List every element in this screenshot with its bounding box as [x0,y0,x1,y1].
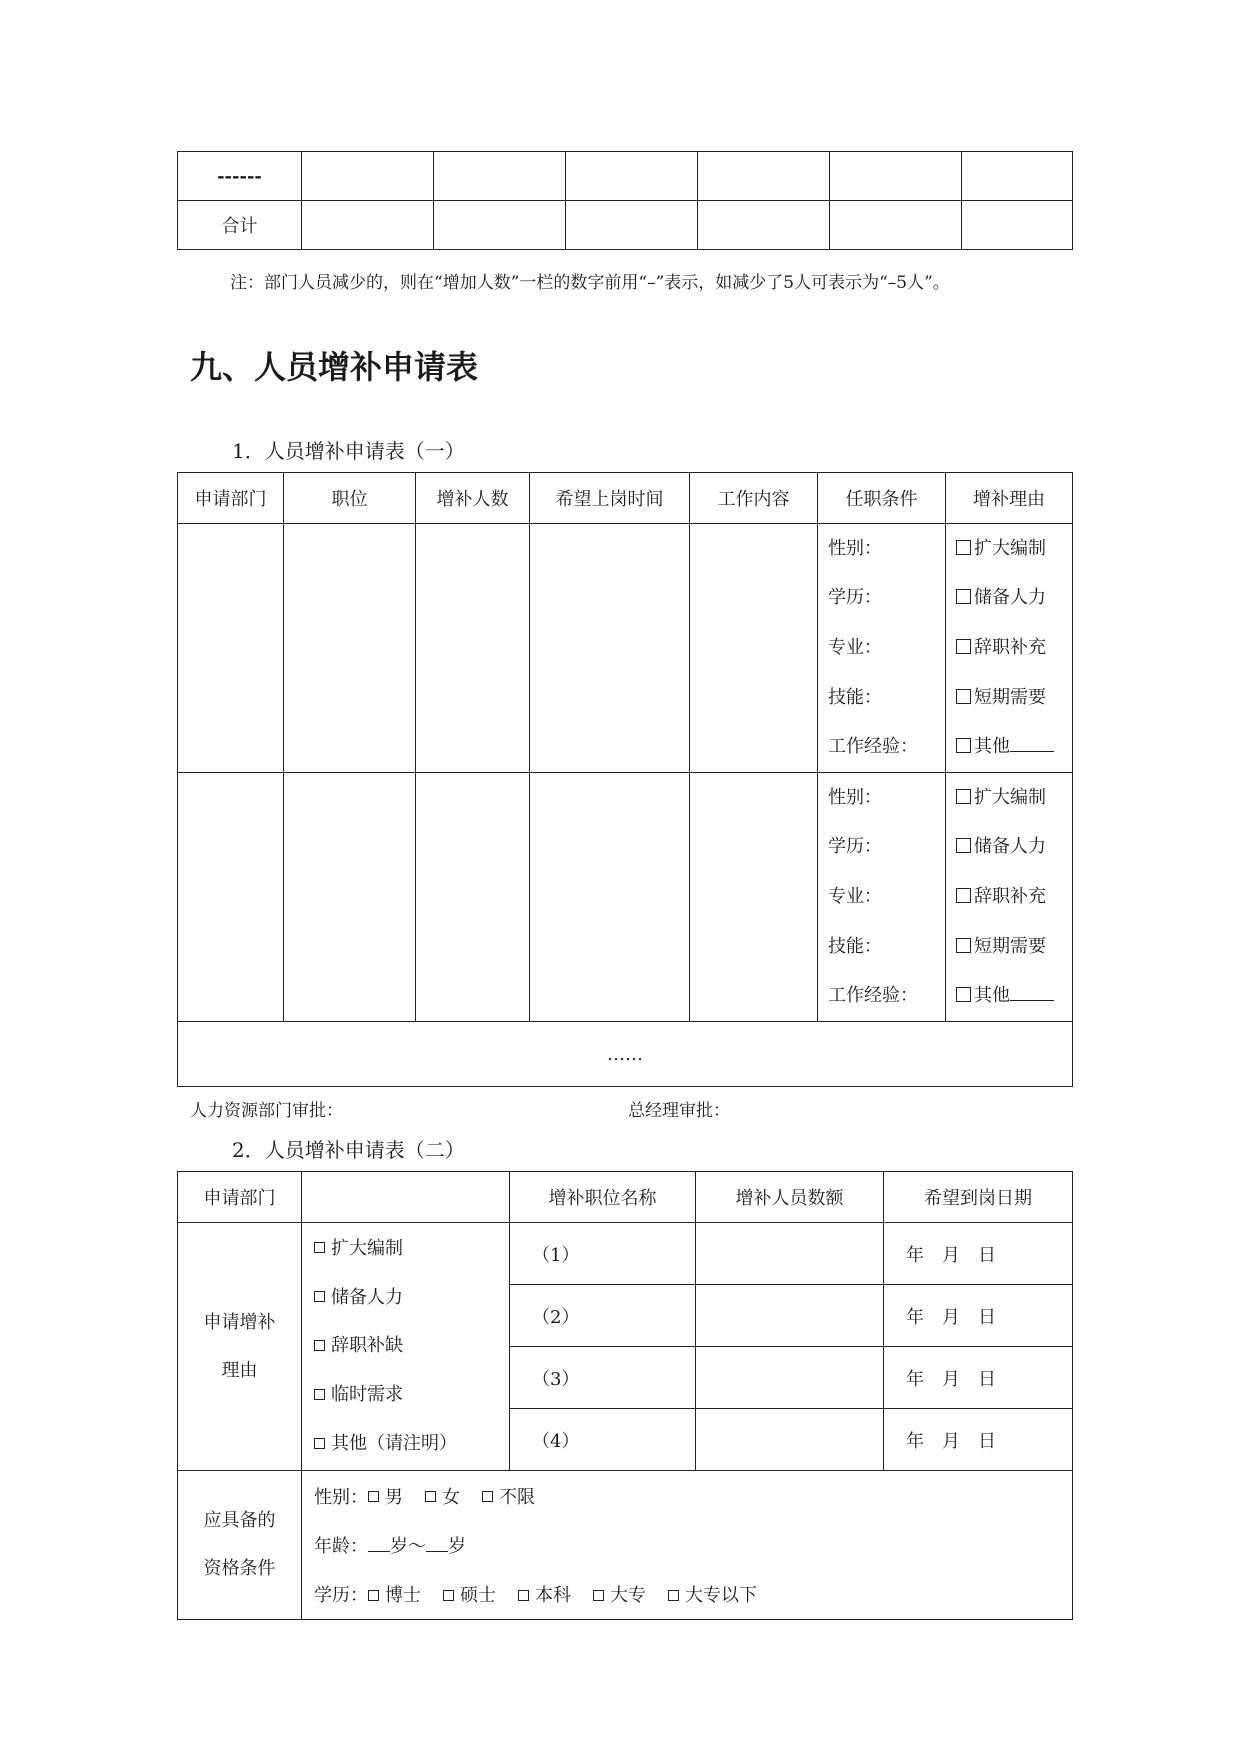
checkbox-icon[interactable] [518,1590,529,1601]
reason-option[interactable]: 扩大编制 [314,1237,497,1261]
count-cell[interactable] [416,524,530,773]
blank-line[interactable] [1010,984,1054,1001]
table-row [178,152,1073,201]
form2-title: 2．人员增补申请表（二） [232,1138,465,1162]
header-cell: 希望上岗时间 [530,473,690,524]
staff-request-form-1 [177,472,1073,1087]
reasons-cell [946,773,1073,1022]
header-cell: 职位 [284,473,416,524]
reason-option[interactable]: 储备人力 [956,586,1062,610]
conditions-cell[interactable] [818,773,946,1022]
checkbox-icon[interactable] [314,1242,325,1253]
continuation-table [177,151,1073,250]
table-row [178,1223,1073,1285]
blank-line[interactable] [368,1535,390,1552]
blank-line[interactable] [1010,735,1054,752]
count-input-cell[interactable] [696,1347,884,1409]
checkbox-icon[interactable] [956,540,971,555]
date-cell[interactable]: 年 月 日 [884,1347,1073,1409]
checkbox-icon[interactable] [314,1389,325,1400]
header-cell: 增补理由 [946,473,1073,524]
condition-label: 工作经验： [828,985,918,1007]
reasons-cell [302,1223,510,1471]
form1-title: 1．人员增补申请表（一） [232,439,465,463]
condition-label: 性别： [828,786,882,808]
checkbox-icon[interactable] [956,789,971,804]
section-heading: 九、人员增补申请表 [190,348,479,386]
condition-label: 学历： [828,587,882,609]
checkbox-icon[interactable] [956,987,971,1002]
condition-label: 学历： [828,836,882,858]
header-cell: 申请部门 [178,1172,302,1223]
checkbox-icon[interactable] [314,1438,325,1449]
condition-label: 性别： [828,537,882,559]
condition-label: 工作经验： [828,736,918,758]
conditions-cell[interactable] [818,524,946,773]
table-row [178,773,1073,1022]
checkbox-icon[interactable] [956,938,971,953]
reason-option[interactable]: 短期需要 [956,686,1062,710]
table-header-row [178,473,1073,524]
condition-label: 技能： [828,935,882,957]
qualification-cell [302,1471,1073,1620]
condition-label: 技能： [828,686,882,708]
header-cell: 工作内容 [690,473,818,524]
checkbox-icon[interactable] [482,1491,493,1502]
count-input-cell[interactable] [696,1409,884,1471]
education-line: 学历： 博士 硕士 本科 大专 大专以下 [314,1585,757,1607]
header-cell: 增补职位名称 [510,1172,696,1223]
row-label: 合计 [178,201,302,250]
start-time-cell[interactable] [530,773,690,1022]
header-cell: 申请部门 [178,473,284,524]
hr-approval-label: 人力资源部门审批： [190,1101,343,1121]
reason-option[interactable]: 其他 [956,735,1062,759]
staff-request-form-2 [177,1171,1073,1620]
ellipsis-row: …… [178,1022,1073,1087]
reason-option[interactable]: 储备人力 [956,835,1062,859]
reason-option[interactable]: 扩大编制 [956,786,1062,810]
header-cell: 任职条件 [818,473,946,524]
count-cell[interactable] [416,773,530,1022]
job-content-cell[interactable] [690,773,818,1022]
reason-option[interactable]: 临时需求 [314,1383,497,1407]
checkbox-icon[interactable] [593,1590,604,1601]
checkbox-icon[interactable] [368,1590,379,1601]
date-cell[interactable]: 年 月 日 [884,1409,1073,1471]
row-label: ------ [178,152,302,201]
date-cell[interactable]: 年 月 日 [884,1285,1073,1347]
condition-label: 专业： [828,885,882,907]
table-row [178,524,1073,773]
reason-option[interactable]: 辞职补充 [956,636,1062,660]
start-time-cell[interactable] [530,524,690,773]
job-content-cell[interactable] [690,524,818,773]
reason-label-cell: 申请增补 理由 [178,1223,302,1471]
checkbox-icon[interactable] [956,639,971,654]
header-cell: 增补人员数额 [696,1172,884,1223]
checkbox-icon[interactable] [956,589,971,604]
checkbox-icon[interactable] [443,1590,454,1601]
position-number: （4） [510,1409,696,1471]
reason-option[interactable]: 辞职补缺 [314,1334,497,1358]
header-cell: 希望到岗日期 [884,1172,1073,1223]
checkbox-icon[interactable] [368,1491,379,1502]
gm-approval-label: 总经理审批： [628,1101,730,1121]
checkbox-icon[interactable] [956,838,971,853]
checkbox-icon[interactable] [425,1491,436,1502]
header-cell: 增补人数 [416,473,530,524]
checkbox-icon[interactable] [956,689,971,704]
reason-option[interactable]: 其他（请注明） [314,1432,497,1456]
position-cell[interactable] [284,773,416,1022]
reasons-cell [946,524,1073,773]
reason-option[interactable]: 其他 [956,984,1062,1008]
count-input-cell[interactable] [696,1223,884,1285]
reason-option[interactable]: 短期需要 [956,935,1062,959]
table-header-row [178,1172,1073,1223]
checkbox-icon[interactable] [956,738,971,753]
age-line: 年龄： 岁～ 岁 [314,1535,466,1557]
dept-cell[interactable] [178,524,284,773]
count-input-cell[interactable] [696,1285,884,1347]
reason-option[interactable]: 辞职补充 [956,885,1062,909]
position-cell[interactable] [284,524,416,773]
reason-option[interactable]: 扩大编制 [956,537,1062,561]
dept-input-cell[interactable] [302,1172,510,1223]
date-cell[interactable]: 年 月 日 [884,1223,1073,1285]
position-number: （3） [510,1347,696,1409]
checkbox-icon[interactable] [956,888,971,903]
table-row [178,201,1073,250]
checkbox-icon[interactable] [668,1590,679,1601]
table-row [178,1471,1073,1620]
reason-option[interactable]: 储备人力 [314,1286,497,1310]
dept-cell[interactable] [178,773,284,1022]
checkbox-icon[interactable] [314,1340,325,1351]
blank-line[interactable] [426,1535,448,1552]
table-row [178,1022,1073,1087]
gender-line: 性别： 男 女 不限 [314,1486,535,1508]
table-note: 注：部门人员减少的，则在“增加人数”一栏的数字前用“–”表示，如减少了5人可表示为“–5人”。 [230,273,950,293]
checkbox-icon[interactable] [314,1291,325,1302]
position-number: （1） [510,1223,696,1285]
qualification-label-cell: 应具备的 资格条件 [178,1471,302,1620]
position-number: （2） [510,1285,696,1347]
condition-label: 专业： [828,636,882,658]
